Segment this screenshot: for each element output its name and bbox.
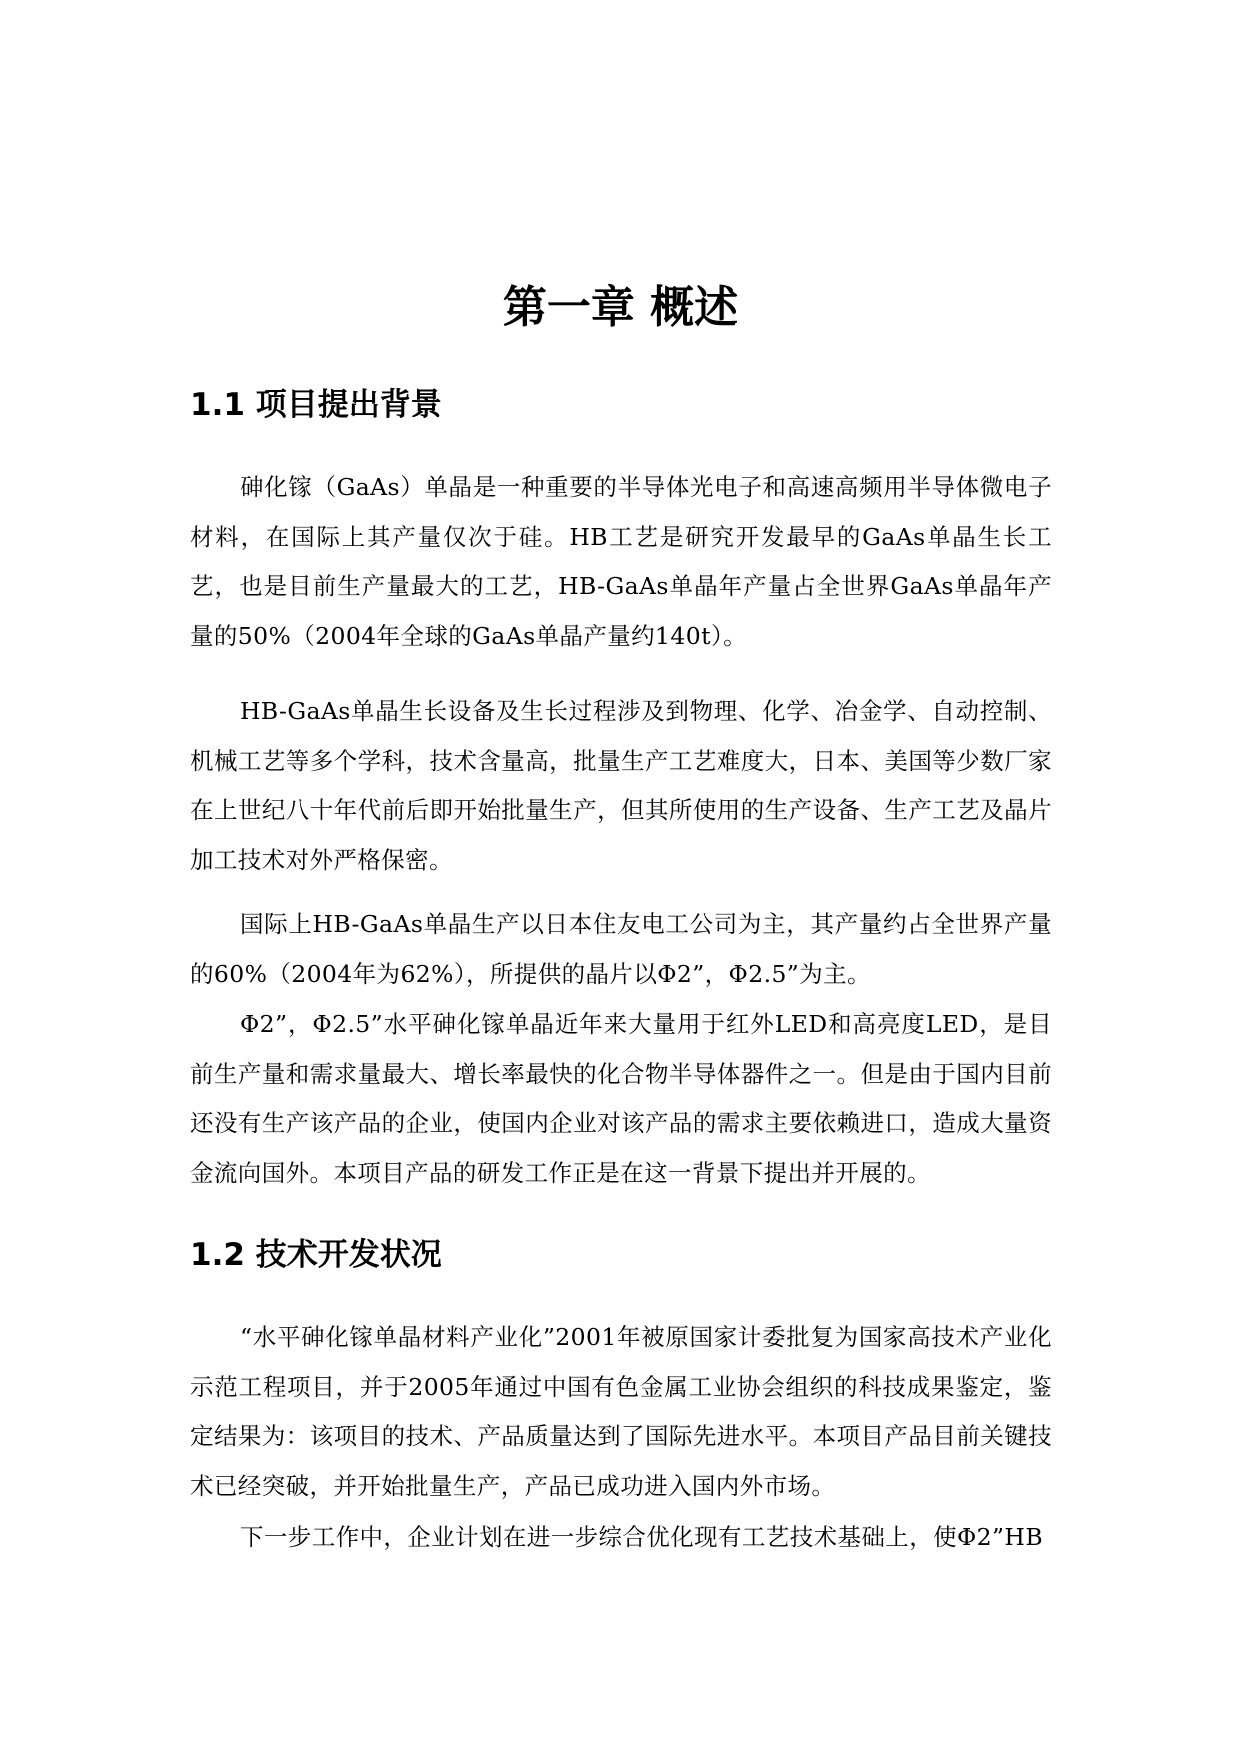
paragraph-1-1-d: Φ2”，Φ2.5”水平砷化镓单晶近年来大量用于红外LED和高亮度LED，是目前生产量和需求量最大、增长率最快的化合物半导体器件之一。但是由于国内目前还没有生产该产品的企业，使国内企业对该产品的需求主要依赖进口，造成大量资金流向国外。本项目产品的研发工作正是在这一背景下提出并开展的。 — [190, 1010, 1052, 1187]
paragraph-1-1-a: 砷化镓（GaAs）单晶是一种重要的半导体光电子和高速高频用半导体微电子材料，在国际上其产量仅次于硅。HB工艺是研究开发最早的GaAs单晶生长工艺，也是目前生产量最大的工艺，HB-GaAs单晶年产量占全世界GaAs单晶年产量的50%（2004年全球的GaAs单晶产量约140t）。 — [190, 473, 1052, 650]
section-heading-1-1: 1.1 项目提出背景 — [190, 387, 442, 423]
paragraph-1-2-a: “水平砷化镓单晶材料产业化”2001年被原国家计委批复为国家高技术产业化示范工程项目，并于2005年通过中国有色金属工业协会组织的科技成果鉴定，鉴定结果为：该项目的技术、产品质量达到了国际先进水平。本项目产品目前关键技术已经突破，并开始批量生产，产品已成功进入国内外市场。 — [190, 1323, 1052, 1500]
section-heading-1-2: 1.2 技术开发状况 — [190, 1237, 442, 1273]
paragraph-1-2-b: 下一步工作中，企业计划在进一步综合优化现有工艺技术基础上，使Φ2”HB — [240, 1523, 1043, 1551]
paragraph-1-1-b: HB-GaAs单晶生长设备及生长过程涉及到物理、化学、冶金学、自动控制、机械工艺等多个学科，技术含量高，批量生产工艺难度大，日本、美国等少数厂家在上世纪八十年代前后即开始批量生产，但其所使用的生产设备、生产工艺及晶片加工技术对外严格保密。 — [190, 697, 1052, 874]
chapter-title: 第一章 概述 — [502, 282, 739, 333]
paragraph-1-1-c: 国际上HB-GaAs单晶生产以日本住友电工公司为主，其产量约占全世界产量的60%（2004年为62%），所提供的晶片以Φ2”，Φ2.5”为主。 — [190, 910, 1052, 988]
